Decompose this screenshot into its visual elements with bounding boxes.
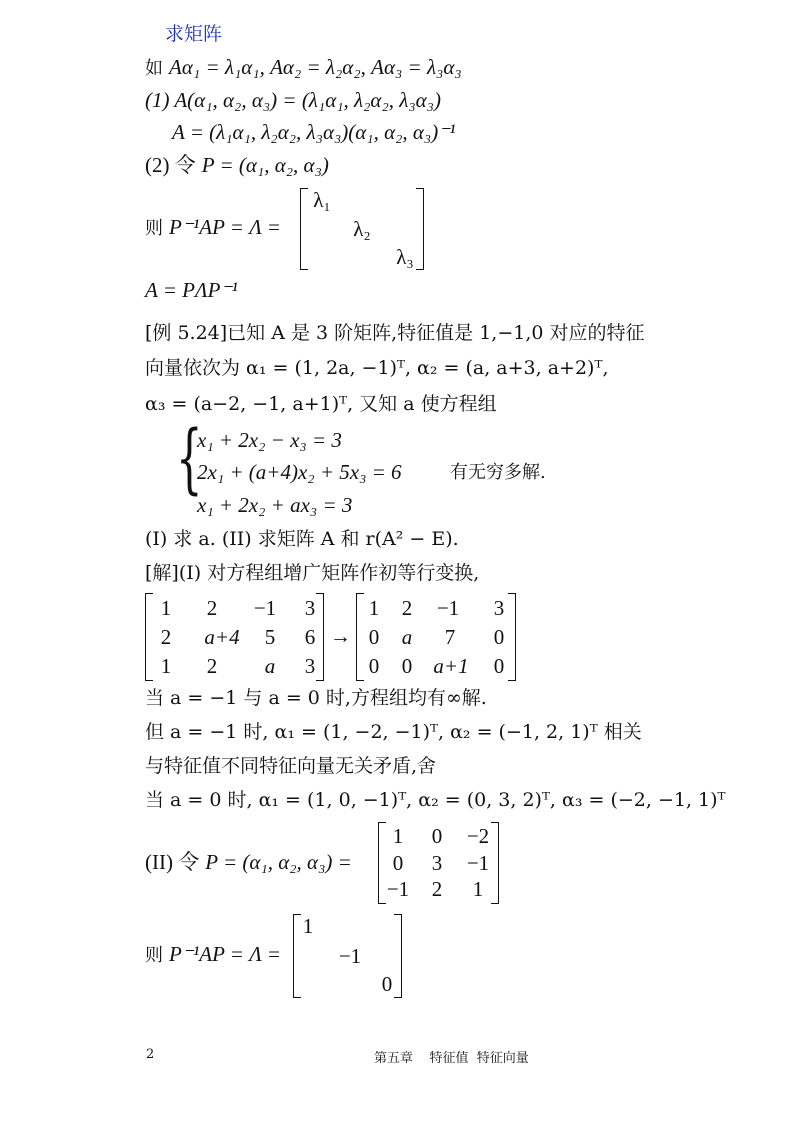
conclusion-line-4: 当 a = 0 时, α₁ = (1, 0, −1)ᵀ, α₂ = (0, 3, 2)ᵀ, α₃ = (−2, −1, 1)ᵀ [145,789,726,811]
matrix-cell: −1 [436,596,460,620]
matrix-cell: 2 [401,596,413,620]
matrix-cell: 7 [444,625,456,649]
matrix-cell: 3 [431,851,443,875]
matrix-cell: 0 [381,972,393,996]
example-line-1: [例 5.24]已知 A 是 3 阶矩阵,特征值是 1,−1,0 对应的特征 [145,322,645,344]
matrix-cell: 2 [160,625,172,649]
matrix-cell: a [264,654,276,678]
matrix-cell: 1 [302,914,314,938]
matrix-cell: 0 [368,654,380,678]
line-diag1-label: 则 P⁻¹AP = Λ = [145,215,281,239]
matrix-cell: 1 [392,824,404,848]
matrix-cell: −1 [338,944,362,968]
conclusion-line-2: 但 a = −1 时, α₁ = (1, −2, −1)ᵀ, α₂ = (−1, 2, 1)ᵀ 相关 [145,721,642,743]
conclusion-line-1: 当 a = −1 与 a = 0 时,方程组均有∞解. [145,687,487,709]
matrix-cell: 1 [160,596,172,620]
matrix-cell: 0 [368,625,380,649]
matrix-cell: 3 [304,654,316,678]
matrix-cell: 5 [264,625,276,649]
matrix-cell: 0 [493,654,505,678]
line-A-decomp: A = PΛP⁻¹ [145,278,238,302]
equation-3: x₁ + 2x₂ + ax₃ = 3 [197,493,353,517]
line-step2: (2) 令 P = (α₁, α₂, α₃) [145,153,329,177]
matrix-cell: λ₁ [313,188,331,212]
matrix-cell: a+1 [433,654,469,678]
left-brace: { [176,413,203,502]
matrix-cell: a+4 [204,625,240,649]
section-title: 求矩阵 [165,23,223,45]
matrix-cell: λ₂ [353,217,371,241]
matrix-cell: 3 [493,596,505,620]
matrix-cell: 6 [304,625,316,649]
matrix-cell: 2 [431,877,443,901]
equation-2: 2x₁ + (a+4)x₂ + 5x₃ = 6 [197,460,402,484]
conclusion-line-3: 与特征值不同特征向量无关矛盾,舍 [145,755,437,777]
matrix-cell: 0 [392,851,404,875]
arrow: → [330,624,351,648]
example-line-3: α₃ = (a−2, −1, a+1)ᵀ, 又知 a 使方程组 [145,393,497,415]
matrix-right-bracket [491,822,499,904]
matrix-cell: 0 [431,824,443,848]
line-eigen-relations: 如 Aα₁ = λ₁α₁, Aα₂ = λ₂α₂, Aα₃ = λ₃α₃ [145,55,462,79]
system-note: 有无穷多解. [450,462,546,483]
matrix-right-bracket [394,914,402,998]
matrix-cell: 1 [160,654,172,678]
question-line: (I) 求 a. (II) 求矩阵 A 和 r(A² − E). [145,528,459,550]
matrix-cell: 1 [368,596,380,620]
page-number: 2 [146,1047,155,1062]
chapter-footer: 第五章 特征值 特征向量 [374,1051,529,1066]
matrix-cell: 3 [304,596,316,620]
matrix-right-bracket [316,593,324,681]
matrix-cell: 0 [493,625,505,649]
matrix-cell: −1 [386,877,410,901]
matrix-cell: a [401,625,413,649]
example-line-2: 向量依次为 α₁ = (1, 2a, −1)ᵀ, α₂ = (a, a+3, a+2)ᵀ, [145,357,609,379]
matrix-right-bracket [416,188,424,270]
solution-line: [解](I) 对方程组增广矩阵作初等行变换, [145,562,480,584]
matrix-cell: λ₃ [396,245,414,269]
matrix-right-bracket [508,593,516,681]
line-diag2-label: 则 P⁻¹AP = Λ = [145,942,281,966]
line-formula-A: A = (λ₁α₁, λ₂α₂, λ₃α₃)(α₁, α₂, α₃)⁻¹ [172,120,456,144]
equation-1: x₁ + 2x₂ − x₃ = 3 [197,428,342,452]
matrix-cell: −1 [253,596,277,620]
matrix-cell: 0 [401,654,413,678]
line-step1: (1) A(α₁, α₂, α₃) = (λ₁α₁, λ₂α₂, λ₃α₃) [145,88,441,112]
matrix-cell: −2 [466,824,490,848]
matrix-cell: −1 [466,851,490,875]
matrix-cell: 2 [206,654,218,678]
matrix-cell: 2 [206,596,218,620]
matrix-cell: 1 [472,877,484,901]
line-P-def: (II) 令 P = (α₁, α₂, α₃) = [145,850,352,874]
